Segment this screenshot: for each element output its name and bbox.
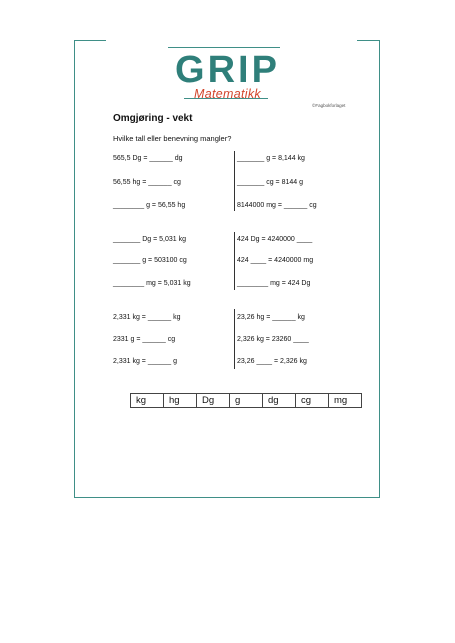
exercise: ________ mg = 424 Dg xyxy=(237,280,311,287)
logo-subtitle: Matematikk xyxy=(194,87,261,101)
units-row xyxy=(131,394,362,408)
exercise: _______ g = 503100 cg xyxy=(113,257,187,264)
unit-cell: dg xyxy=(263,394,296,408)
column-divider xyxy=(234,309,235,369)
unit-cell: cg xyxy=(296,394,329,408)
exercise: _______ cg = 8144 g xyxy=(237,179,303,186)
frame-left xyxy=(74,40,75,498)
frame-bottom xyxy=(74,497,380,498)
column-divider xyxy=(234,232,235,290)
exercise: 2331 g = ______ cg xyxy=(113,336,176,343)
exercise: ________ g = 56,55 hg xyxy=(113,202,186,209)
logo-rule-top xyxy=(168,47,280,48)
exercise: 2,326 kg = 23260 ____ xyxy=(237,336,309,343)
unit-cell: hg xyxy=(164,394,197,408)
exercise: ________ mg = 5,031 kg xyxy=(113,280,191,287)
exercise: _______ Dg = 5,031 kg xyxy=(113,236,186,243)
exercise: 2,331 kg = ______ kg xyxy=(113,314,181,321)
unit-cell: g xyxy=(230,394,263,408)
unit-cell: kg xyxy=(131,394,164,408)
frame-top-right xyxy=(357,40,380,41)
exercise: 565,5 Dg = ______ dg xyxy=(113,155,183,162)
exercise: 23,26 hg = ______ kg xyxy=(237,314,305,321)
exercise: 56,55 hg = ______ cg xyxy=(113,179,181,186)
question: Hvilke tall eller benevning mangler? xyxy=(113,134,232,143)
exercise: 8144000 mg = ______ cg xyxy=(237,202,317,209)
exercise: _______ g = 8,144 kg xyxy=(237,155,305,162)
unit-cell: Dg xyxy=(197,394,230,408)
units-table xyxy=(130,393,362,408)
copyright: ©Fagbokforlaget xyxy=(312,103,346,108)
unit-cell: mg xyxy=(329,394,362,408)
exercise: 424 Dg = 4240000 ____ xyxy=(237,236,313,243)
frame-top-left xyxy=(74,40,106,41)
exercise: 2,331 kg = ______ g xyxy=(113,358,178,365)
page-title: Omgjøring - vekt xyxy=(113,113,193,124)
logo-brand: GRIP xyxy=(175,49,280,91)
frame-right xyxy=(379,40,380,498)
column-divider xyxy=(234,151,235,211)
exercise: 424 ____ = 4240000 mg xyxy=(237,257,314,264)
exercise: 23,26 ____ = 2,326 kg xyxy=(237,358,307,365)
